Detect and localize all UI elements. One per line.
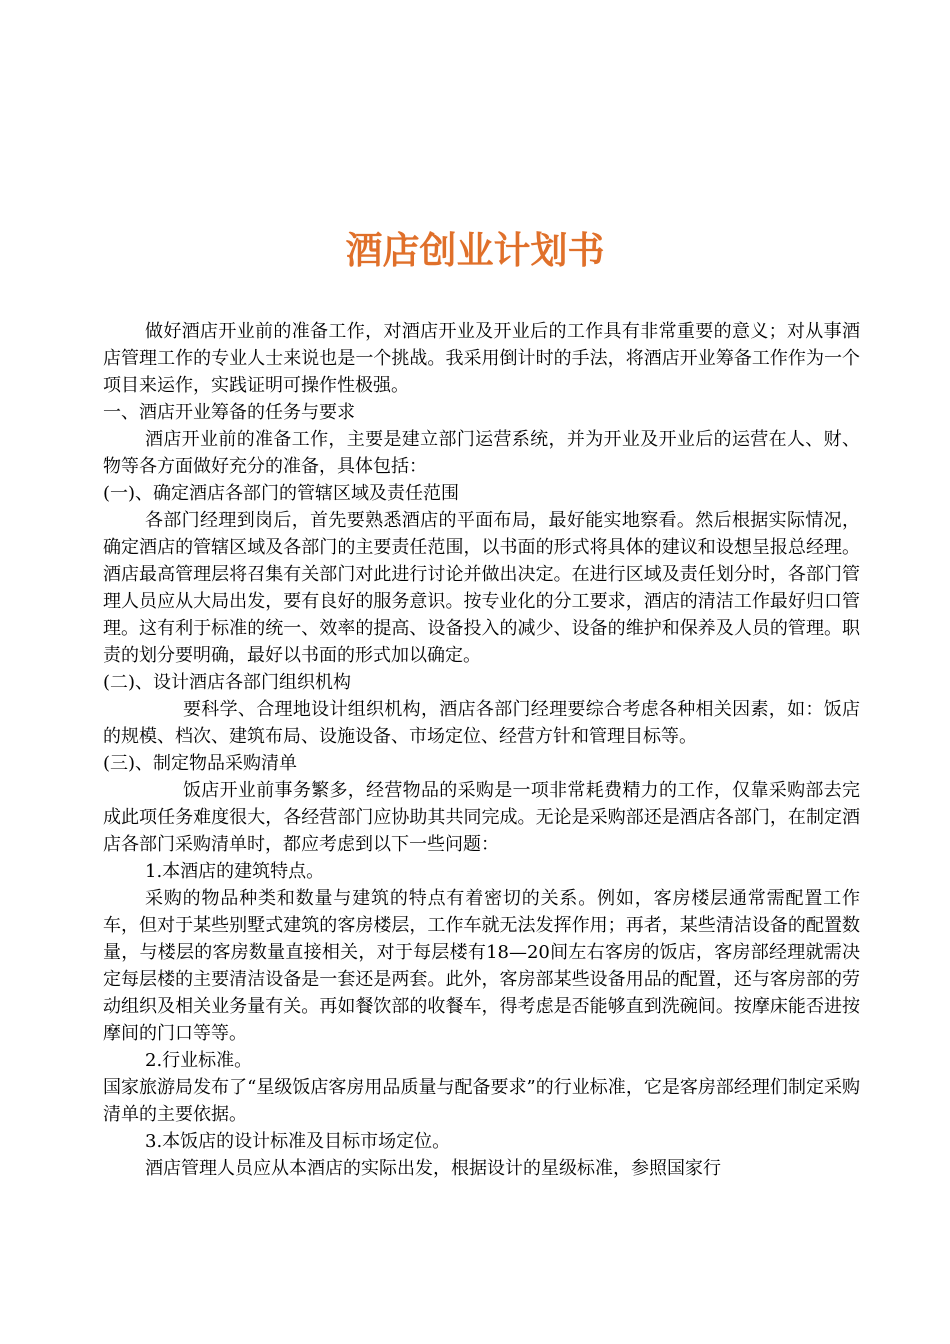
paragraph: 酒店管理人员应从本酒店的实际出发，根据设计的星级标准，参照国家行 [145,1158,721,1179]
list-item-heading: 2.行业标准。 [145,1050,253,1071]
list-item-heading: 3.本饭店的设计标准及目标市场定位。 [145,1131,451,1152]
paragraph: 各部门经理到岗后，首先要熟悉酒店的平面布局，最好能实地察看。然后根据实际情况，确定酒店的管辖区域及各部门的主要责任范围，以书面的形式将具体的建议和设想呈报总经理。酒店最高管理层将召集有关部门对此进行讨论并做出决定。在进行区域及责任划分时，各部门管理人员应从大局出发，要有良好的服务意识。按专业化的分工要求，酒店的清洁工作最好归口管理。这有利于标准的统一、效率的提高、设备投入的减少、设备的维护和保养及人员的管理。职责的划分要明确，最好以书面的形式加以确定。 [103,510,860,666]
paragraph: 酒店开业前的准备工作，主要是建立部门运营系统，并为开业及开业后的运营在人、财、物等各方面做好充分的准备，具体包括： [103,429,860,477]
paragraph: 饭店开业前事务繁多，经营物品的采购是一项非常耗费精力的工作，仅靠采购部去完成此项任务难度很大，各经营部门应协助其共同完成。无论是采购部还是酒店各部门，在制定酒店各部门采购清单时，都应考虑到以下一些问题： [103,780,860,855]
subsection-heading-2: (二)、设计酒店各部门组织机构 [103,672,352,693]
document-body [103,318,860,1182]
section-heading-1: 一、酒店开业筹备的任务与要求 [103,402,355,423]
list-item-heading: 1.本酒店的建筑特点。 [145,861,325,882]
subsection-heading-1: (一)、确定酒店各部门的管辖区域及责任范围 [103,483,460,504]
paragraph: 采购的物品种类和数量与建筑的特点有着密切的关系。例如，客房楼层通常需配置工作车，但对于某些别墅式建筑的客房楼层，工作车就无法发挥作用；再者，某些清洁设备的配置数量，与楼层的客房数量直接相关，对于每层楼有18—20间左右客房的饭店，客房部经理就需决定每层楼的主要清洁设备是一套还是两套。此外，客房部某些设备用品的配置，还与客房部的劳动组织及相关业务量有关。再如餐饮部的收餐车，得考虑是否能够直到洗碗间。按摩床能否进按摩间的门口等等。 [103,888,860,1044]
paragraph: 国家旅游局发布了“星级饭店客房用品质量与配备要求”的行业标准，它是客房部经理们制定采购清单的主要依据。 [103,1077,860,1125]
subsection-heading-3: (三)、制定物品采购清单 [103,753,298,774]
paragraph-intro: 做好酒店开业前的准备工作，对酒店开业及开业后的工作具有非常重要的意义；对从事酒店管理工作的专业人士来说也是一个挑战。我采用倒计时的手法，将酒店开业筹备工作作为一个项目来运作，实践证明可操作性极强。 [103,321,860,396]
paragraph: 要科学、合理地设计组织机构，酒店各部门经理要综合考虑各种相关因素，如：饭店的规模、档次、建筑布局、设施设备、市场定位、经营方针和管理目标等。 [103,699,860,747]
document-title: 酒店创业计划书 [345,229,605,272]
